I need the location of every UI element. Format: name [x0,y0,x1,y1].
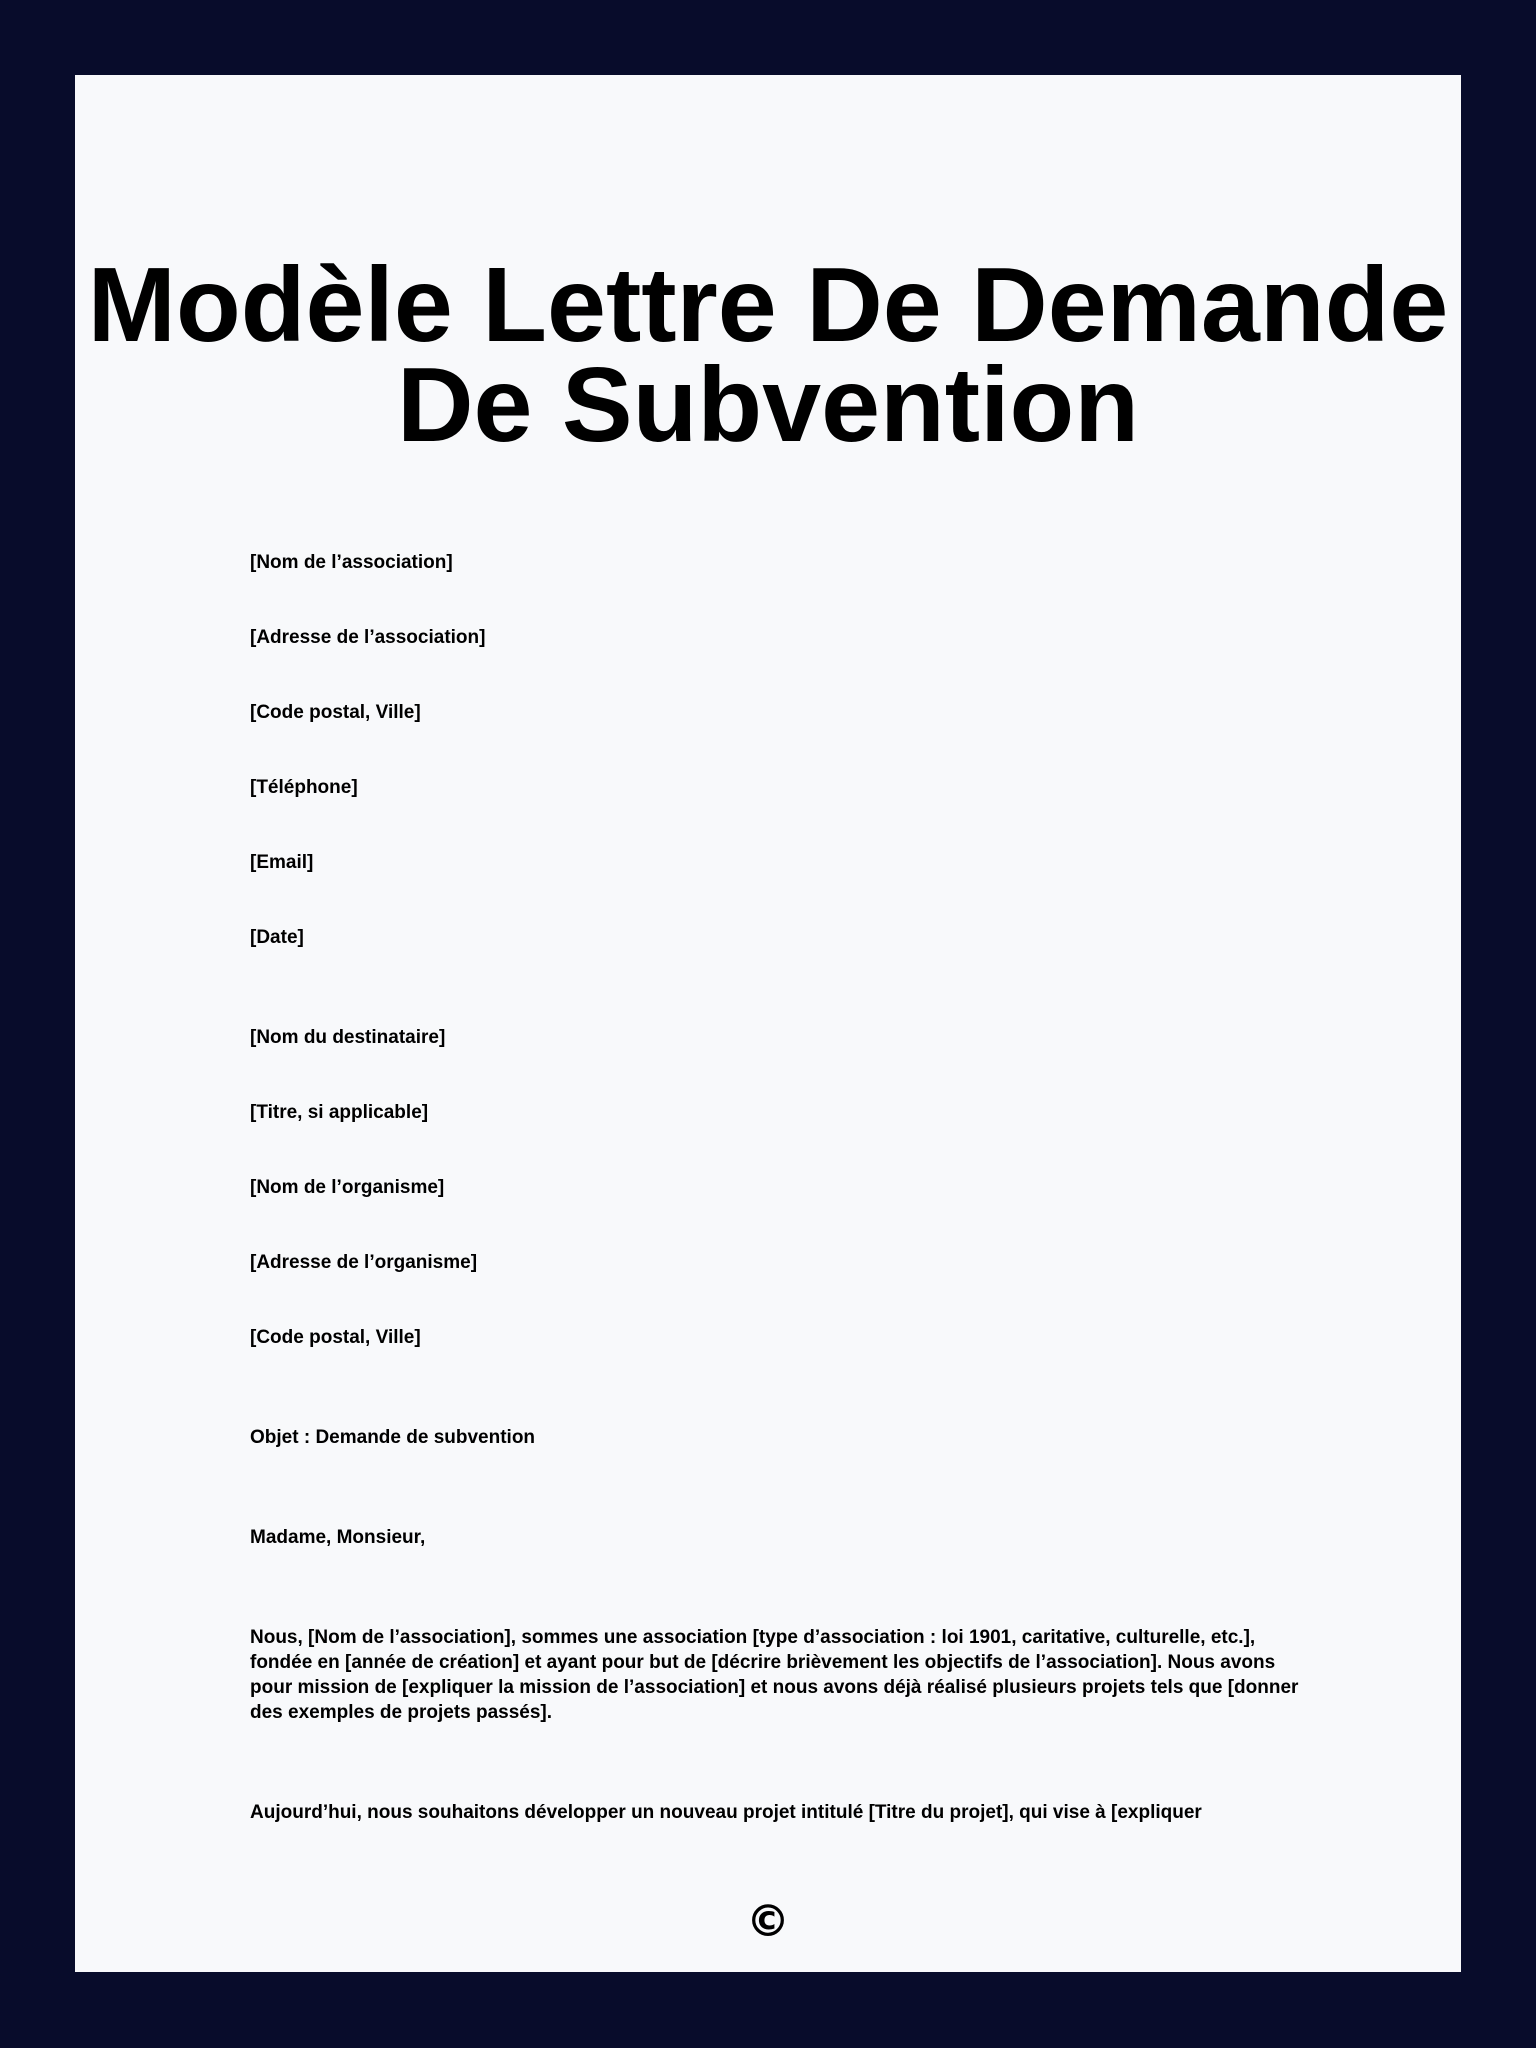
recipient-title: [Titre, si applicable] [250,1102,429,1123]
page-title [75,246,1461,464]
title-line-2: De Subvention [396,346,1140,464]
sender-email: [Email] [250,852,314,873]
letter-paragraph-1: Nous, [Nom de l’association], sommes une association [type d’association : loi 1901, caritative, culturelle, etc.], fondée en [année de création] et ayant pour but de [décrire brièvement les objectifs de l’association]. Nous avons pour mission de [expliquer la mission de l’association] et nous avons déjà réalisé plusieurs projets tels que [donner des exemples de projets passés]. [250,1627,1299,1723]
document-page [75,75,1461,1972]
letter-subject: Objet : Demande de subvention [250,1427,536,1448]
sender-address: [Adresse de l’association] [250,627,486,648]
sender-phone: [Téléphone] [250,777,358,798]
copyright-icon: © [746,1896,790,1947]
letter-date: [Date] [250,927,304,948]
letter-salutation: Madame, Monsieur, [250,1527,426,1548]
recipient-address: [Adresse de l’organisme] [250,1252,478,1273]
recipient-name: [Nom du destinataire] [250,1027,446,1048]
title-line-1: Modèle Lettre De Demande [87,246,1449,364]
recipient-postal-city: [Code postal, Ville] [250,1327,421,1348]
recipient-organization: [Nom de l’organisme] [250,1177,445,1198]
sender-name: [Nom de l’association] [250,552,453,573]
letter-paragraph-2: Aujourd’hui, nous souhaitons développer un nouveau projet intitulé [Titre du projet], qui vise à [expliquer [250,1802,1202,1823]
sender-postal-city: [Code postal, Ville] [250,702,421,723]
